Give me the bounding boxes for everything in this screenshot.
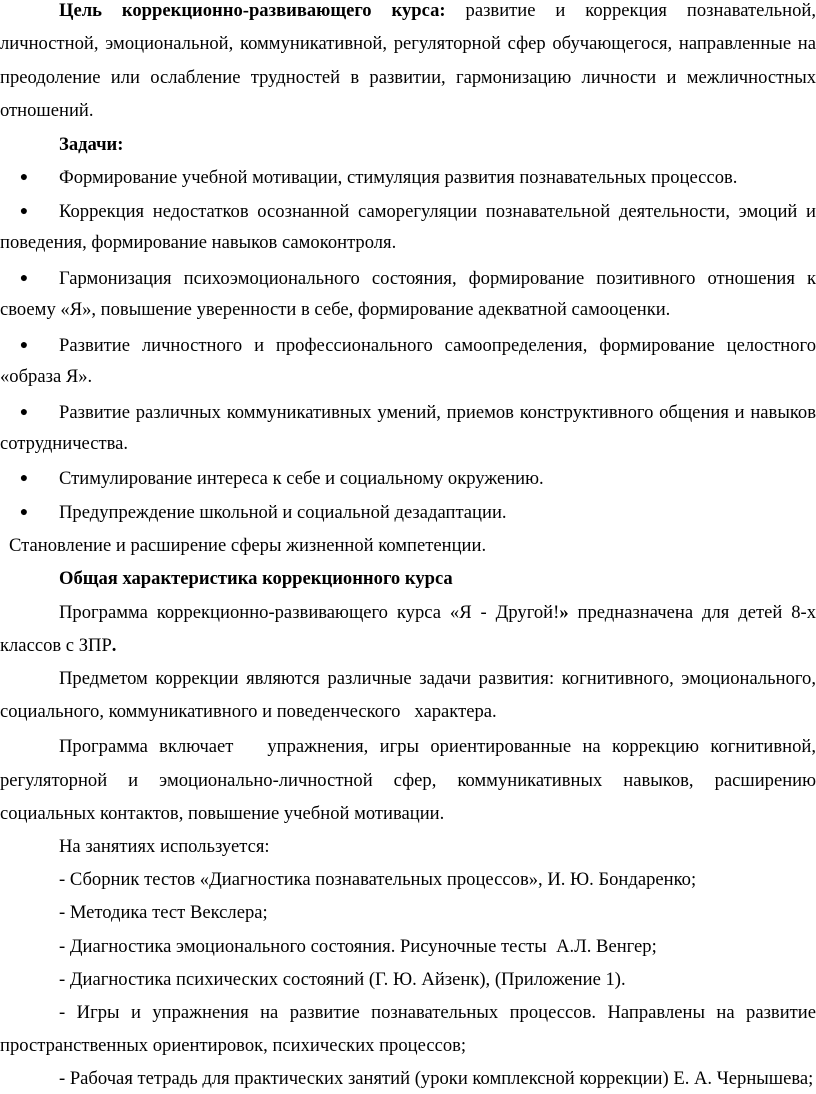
task-item-2 (0, 197, 816, 227)
task-item-text: Стимулирование интереса к себе и социальному окружению. (59, 468, 544, 489)
general-p1-quote: » (559, 602, 569, 623)
general-p3-line-2: регуляторной и эмоционально-личностной сфер, коммуникативных навыков, расширению (0, 770, 816, 791)
task-item-1 (0, 163, 816, 193)
general-p2-line-2: социального, коммуникативного и поведенческого характера. (0, 701, 497, 722)
task-item-3 (0, 264, 816, 294)
goal-line-4: отношений. (0, 100, 94, 121)
general-p2-line-1: Предметом коррекции являются различные задачи развития: когнитивного, эмоционального, (59, 668, 816, 689)
goal-line-1 (59, 0, 816, 26)
task-item-7 (0, 498, 816, 528)
list-item-5-cont: пространственных ориентировок, психических процессов; (0, 1035, 467, 1056)
goal-line-2: личностной, эмоциональной, коммуникативной, регуляторной сфер обучающегося, направленные на (0, 33, 816, 54)
list-item-2: - Методика тест Векслера; (59, 902, 268, 923)
task-item-text: Формирование учебной мотивации, стимуляция развития познавательных процессов. (59, 167, 738, 188)
list-item-4: - Диагностика психических состояний (Г. Ю. Айзенк), (Приложение 1). (59, 969, 626, 990)
task-item-6 (0, 464, 816, 494)
list-item-3: - Диагностика эмоционального состояния. Рисуночные тесты А.Л. Венгер; (59, 936, 657, 957)
list-item-1: - Сборник тестов «Диагностика познавательных процессов», И. Ю. Бондаренко; (59, 869, 697, 890)
task-item-4-cont: «образа Я». (0, 366, 93, 387)
general-p1-line-2 (0, 631, 816, 661)
task-item-5-cont: сотрудничества. (0, 433, 129, 454)
task-item-3-cont: своему «Я», повышение уверенности в себе, формирование адекватной самооценки. (0, 299, 671, 320)
general-p4: На занятиях используется: (59, 836, 270, 857)
task-item-text: Гармонизация психоэмоционального состояния, формирование позитивного отношения к (59, 268, 816, 289)
task-extra-line: Становление и расширение сферы жизненной компетенции. (9, 535, 487, 556)
bullet-icon: ● (19, 271, 29, 286)
general-p1-text-c: предназначена для детей 8-х (577, 602, 816, 623)
task-item-text: Развитие личностного и профессионального самоопределения, формирование целостного (59, 335, 816, 356)
goal-line-3: преодоление или ослабление трудностей в развитии, гармонизацию личности и межличностных (0, 67, 816, 88)
bullet-icon: ● (19, 338, 29, 353)
general-p1-period: . (111, 635, 117, 656)
general-p1-text-d: классов с ЗПР (0, 635, 112, 656)
task-item-text: Предупреждение школьной и социальной дезадаптации. (59, 502, 507, 523)
task-item-text: Развитие различных коммуникативных умений, приемов конструктивного общения и навыков (59, 402, 816, 423)
general-p1-text-a: Программа коррекционно-развивающего курса «Я - Другой! (59, 602, 560, 623)
general-p1-line-1 (59, 598, 816, 628)
goal-label: Цель коррекционно-развивающего курса: (59, 0, 446, 21)
goal-text-1: развитие и коррекция познавательной, (465, 0, 816, 21)
bullet-icon: ● (19, 170, 29, 185)
task-item-2-cont: поведения, формирование навыков самоконтроля. (0, 232, 397, 253)
general-heading: Общая характеристика коррекционного курса (59, 568, 453, 589)
bullet-icon: ● (19, 204, 29, 219)
tasks-heading: Задачи: (59, 134, 124, 155)
general-p3-line-3: социальных контактов, повышение учебной мотивации. (0, 803, 445, 824)
task-item-text: Коррекция недостатков осознанной саморегуляции познавательной деятельности, эмоций и (59, 201, 816, 222)
task-item-4 (0, 331, 816, 361)
list-item-6: - Рабочая тетрадь для практических занятий (уроки комплексной коррекции) Е. А. Чернышева; (59, 1068, 814, 1089)
general-p3-line-1: Программа включает упражнения, игры ориентированные на коррекцию когнитивной, (59, 736, 816, 757)
list-item-5: - Игры и упражнения на развитие познавательных процессов. Направлены на развитие (59, 1002, 816, 1023)
bullet-icon: ● (19, 505, 29, 520)
bullet-icon: ● (19, 405, 29, 420)
task-item-5 (0, 398, 816, 428)
bullet-icon: ● (19, 471, 29, 486)
